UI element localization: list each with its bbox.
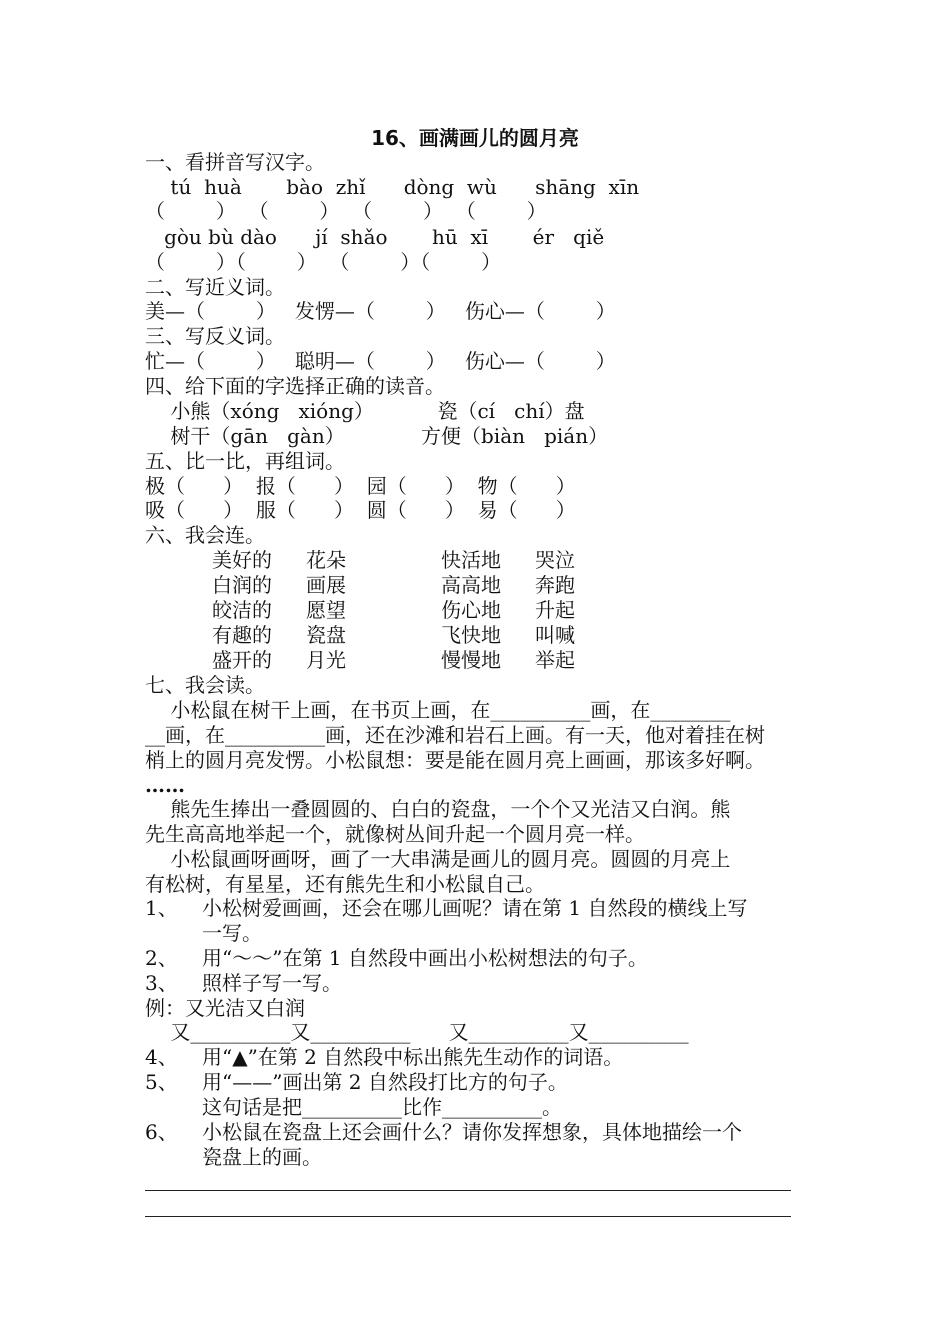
question-text: 一写。 [202, 921, 262, 945]
section-5-heading: 五、比一比，再组词。 [145, 449, 345, 473]
question-text: 小松树爱画画，还会在哪儿画呢？请在第 1 自然段的横线上写 [202, 896, 748, 920]
passage-line: 小松鼠在树干上画，在书页上画，在__________画，在________ [145, 698, 731, 722]
match-item: 月光 [306, 648, 346, 672]
compare-line-1: 极（ ） 报（ ） 园（ ） 物（ ） [145, 474, 576, 498]
antonym-line: 忙—（ ） 聪明—（ ） 伤心—（ ） [145, 349, 616, 373]
synonym-line: 美—（ ） 发愣—（ ） 伤心—（ ） [145, 299, 616, 323]
match-item: 哭泣 [535, 548, 575, 572]
example-blanks: 又__________又__________ 又__________又__________ [145, 1020, 689, 1044]
question-number: 1、 [145, 896, 178, 920]
pronunciation-line-2: 树干（gān gàn） 方便（biàn pián） [145, 424, 609, 448]
match-item: 举起 [535, 648, 575, 672]
section-4-heading: 四、给下面的字选择正确的读音。 [145, 374, 445, 398]
section-7-heading: 七、我会读。 [145, 673, 265, 697]
question-text: 瓷盘上的画。 [202, 1145, 322, 1169]
match-item: 愿望 [306, 598, 346, 622]
match-item: 皎洁的 [212, 598, 272, 622]
pinyin-row-2: gòu bù dào jí shǎo hū xī ér qiě [145, 225, 605, 249]
example-line: 例：又光洁又白润 [145, 996, 305, 1020]
section-2-heading: 二、写近义词。 [145, 275, 285, 299]
answer-line[interactable] [145, 1216, 791, 1217]
passage-line: …… [145, 773, 185, 797]
question-number: 2、 [145, 946, 178, 970]
question-text: 这句话是把__________比作__________。 [202, 1095, 562, 1119]
match-item: 盛开的 [212, 648, 272, 672]
page-title: 16、画满画儿的圆月亮 [371, 126, 579, 150]
match-item: 飞快地 [441, 623, 501, 647]
section-6-heading: 六、我会连。 [145, 523, 265, 547]
match-item: 瓷盘 [306, 623, 346, 647]
question-text: 用“——”画出第 2 自然段打比方的句子。 [202, 1070, 568, 1094]
answer-line[interactable] [145, 1190, 791, 1191]
passage-line: 先生高高地举起一个，就像树丛间升起一个圆月亮一样。 [145, 822, 645, 846]
pinyin-row-1: tú huà bào zhǐ dòng wù shāng xīn [145, 175, 640, 199]
question-number: 6、 [145, 1120, 178, 1144]
match-item: 伤心地 [441, 598, 501, 622]
compare-line-2: 吸（ ） 服（ ） 圆（ ） 易（ ） [145, 498, 576, 522]
question-text: 用“～～”在第 1 自然段中画出小松树想法的句子。 [202, 946, 648, 970]
match-item: 白润的 [212, 573, 272, 597]
question-number: 5、 [145, 1070, 178, 1094]
match-item: 升起 [535, 598, 575, 622]
match-item: 花朵 [306, 548, 346, 572]
match-item: 叫喊 [535, 623, 575, 647]
match-item: 奔跑 [535, 573, 575, 597]
answer-boxes-row-2: （ ）（ ） （ ）（ ） [145, 250, 502, 274]
question-text: 照样子写一写。 [202, 971, 342, 995]
question-text: 用“▲”在第 2 自然段中标出熊先生动作的词语。 [202, 1045, 624, 1069]
passage-line: 有松树，有星星，还有熊先生和小松鼠自己。 [145, 872, 545, 896]
match-item: 快活地 [441, 548, 501, 572]
section-1-heading: 一、看拼音写汉字。 [145, 150, 325, 174]
question-number: 3、 [145, 971, 178, 995]
match-item: 画展 [306, 573, 346, 597]
question-text: 小松鼠在瓷盘上还会画什么？请你发挥想象，具体地描绘一个 [202, 1120, 742, 1144]
passage-line: 小松鼠画呀画呀，画了一大串满是画儿的圆月亮。圆圆的月亮上 [145, 847, 731, 871]
question-number: 4、 [145, 1045, 178, 1069]
match-item: 高高地 [441, 573, 501, 597]
passage-line: 梢上的圆月亮发愣。小松鼠想：要是能在圆月亮上画画，那该多好啊。 [145, 748, 765, 772]
match-item: 慢慢地 [441, 648, 501, 672]
match-item: 有趣的 [212, 623, 272, 647]
match-item: 美好的 [212, 548, 272, 572]
passage-line: __画，在__________画，还在沙滩和岩石上画。有一天，他对着挂在树 [145, 723, 765, 747]
pronunciation-line-1: 小熊（xóng xióng） 瓷（cí chí）盘 [145, 399, 585, 423]
section-3-heading: 三、写反义词。 [145, 324, 285, 348]
answer-boxes-row-1: （ ） （ ） （ ） （ ） [145, 199, 547, 223]
passage-line: 熊先生捧出一叠圆圆的、白白的瓷盘，一个个又光洁又白润。熊 [145, 797, 731, 821]
